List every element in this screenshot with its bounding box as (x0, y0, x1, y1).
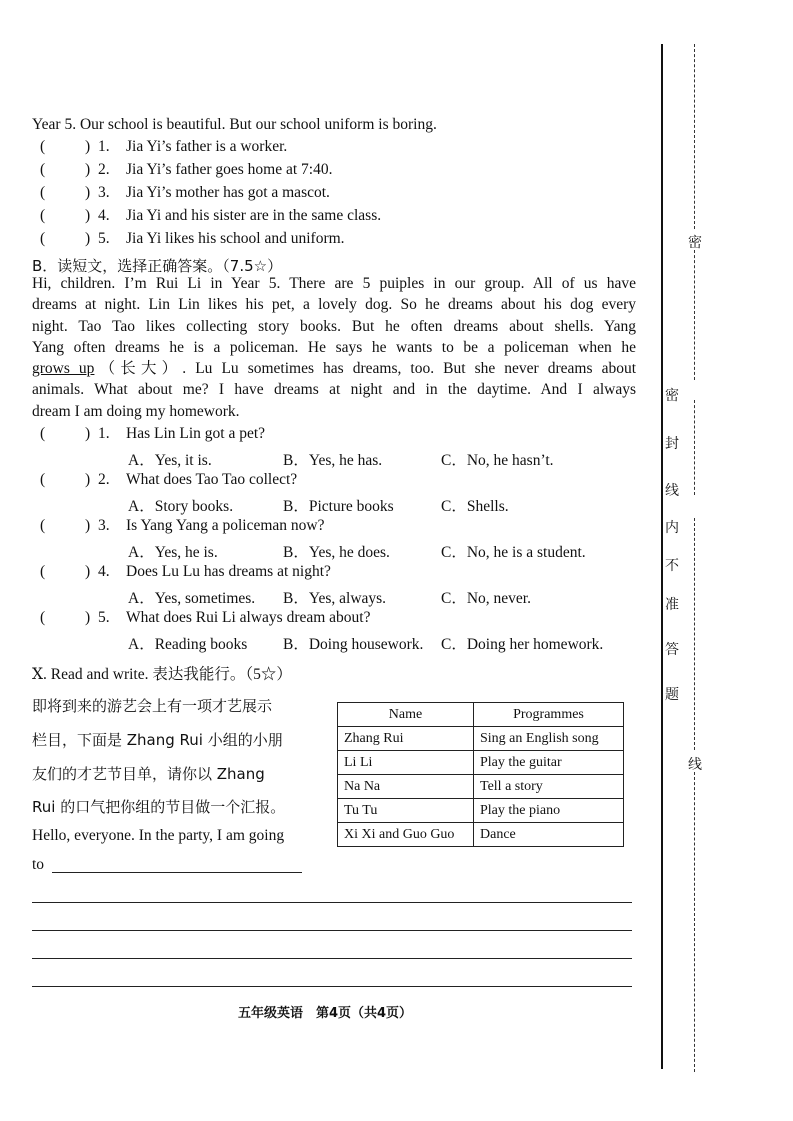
answer-paren-open[interactable]: ( (40, 471, 46, 488)
answer-paren-close: ) (85, 207, 91, 224)
answer-paren-close: ) (85, 563, 91, 580)
page-footer: 五年级英语 第4页（共4页） (237, 1006, 413, 1021)
option-c[interactable]: C．Doing her homework. (441, 636, 604, 653)
underlined-phrase: grows up (32, 360, 95, 378)
option-a[interactable]: A．Yes, sometimes. (128, 590, 256, 607)
seal-dash-line (694, 772, 695, 1072)
option-c[interactable]: C．No, never. (441, 590, 531, 607)
cell-name: Tu Tu (338, 799, 474, 823)
writing-line[interactable] (32, 986, 632, 987)
margin-border-line (661, 44, 663, 1069)
seal-dash-line (694, 44, 695, 229)
answer-paren-close: ) (85, 471, 91, 488)
answer-paren-open[interactable]: ( (40, 563, 46, 580)
cell-name: Li Li (338, 751, 474, 775)
writing-line[interactable] (32, 930, 632, 931)
writing-line[interactable] (52, 872, 302, 873)
instruction-line: Hello, everyone. In the party, I am going (32, 827, 285, 844)
item-number: 4. (98, 207, 110, 224)
passage-b (32, 273, 636, 422)
answer-paren-open[interactable]: ( (40, 161, 46, 178)
instruction-line: 栏目，下面是 Zhang Rui 小组的小朋 (32, 731, 283, 749)
instruction-line: 友们的才艺节目单，请你以 Zhang (32, 765, 265, 783)
instruction-line: Rui 的口气把你组的节目做一个汇报。 (32, 798, 286, 816)
option-a[interactable]: A．Yes, he is. (128, 544, 218, 561)
answer-paren-open[interactable]: ( (40, 207, 46, 224)
question-text: Has Lin Lin got a pet? (126, 425, 266, 442)
answer-paren-open[interactable]: ( (40, 184, 46, 201)
answer-paren-close: ) (85, 230, 91, 247)
option-b[interactable]: B．Doing housework. (283, 636, 424, 653)
passage-line: Yang often dreams he is a policeman. He says he wants to be a policeman when he (32, 338, 636, 356)
question-text: What does Rui Li always dream about? (126, 609, 371, 626)
question-text: Does Lu Lu has dreams at night? (126, 563, 331, 580)
table-header-programmes: Programmes (474, 703, 624, 727)
passage-line: night. Tao Tao likes collecting story books. But he often dreams about shells. Yang (32, 317, 636, 335)
true-false-statement: Jia Yi and his sister are in the same class. (126, 207, 382, 224)
answer-paren-close: ) (85, 425, 91, 442)
margin-char: 密 (688, 235, 702, 251)
true-false-statement: Jia Yi’s father is a worker. (126, 138, 288, 155)
option-b[interactable]: B．Yes, he has. (283, 452, 383, 469)
option-c[interactable]: C．No, he is a student. (441, 544, 586, 561)
table-header-name: Name (338, 703, 474, 727)
answer-paren-close: ) (85, 609, 91, 626)
table-row (338, 751, 624, 775)
option-c[interactable]: C．Shells. (441, 498, 509, 515)
margin-char: 题 (665, 687, 679, 703)
answer-paren-open[interactable]: ( (40, 517, 46, 534)
passage-line: dreams at night. Lin Lin likes his pet, a lovely dog. So he dreams about his dog every (32, 296, 636, 314)
instruction-line: 即将到来的游艺会上有一项才艺展示 (32, 697, 273, 715)
margin-char: 封 (665, 436, 679, 452)
seal-dash-line (694, 400, 695, 495)
margin-char: 密 (665, 388, 679, 404)
cell-programme: Play the guitar (474, 751, 624, 775)
option-b[interactable]: B．Picture books (283, 498, 394, 515)
writing-line[interactable] (32, 902, 632, 903)
cell-programme: Play the piano (474, 799, 624, 823)
cell-programme: Tell a story (474, 775, 624, 799)
option-a[interactable]: A．Story books. (128, 498, 234, 515)
section-b-heading: B．读短文，选择正确答案。（7.5☆） (32, 257, 283, 275)
answer-paren-close: ) (85, 184, 91, 201)
margin-char: 线 (665, 483, 679, 499)
table-row (338, 799, 624, 823)
answer-paren-close: ) (85, 517, 91, 534)
true-false-statement: Jia Yi’s mother has got a mascot. (126, 184, 330, 201)
margin-char: 不 (665, 558, 679, 574)
option-c[interactable]: C．No, he hasn’t. (441, 452, 554, 469)
passage-line: dream I am doing my homework. (32, 402, 240, 420)
answer-paren-close: ) (85, 161, 91, 178)
question-number: 1. (98, 425, 110, 442)
question-number: 4. (98, 563, 110, 580)
seal-dash-line (694, 518, 695, 750)
table-row (338, 823, 624, 847)
cell-programme: Sing an English song (474, 727, 624, 751)
question-number: 3. (98, 517, 110, 534)
to-label: to (32, 856, 45, 873)
passage-line (32, 358, 636, 379)
passage-line-rest: （长大）. Lu Lu sometimes has dreams, too. But she never dreams about (94, 360, 636, 378)
margin-char: 内 (665, 520, 679, 536)
true-false-statement: Jia Yi’s father goes home at 7:40. (126, 161, 333, 178)
question-text: Is Yang Yang a policeman now? (126, 517, 325, 534)
item-number: 5. (98, 230, 110, 247)
cell-name: Xi Xi and Guo Guo (338, 823, 474, 847)
question-text: What does Tao Tao collect? (126, 471, 298, 488)
passage-a-end: Year 5. Our school is beautiful. But our school uniform is boring. (32, 116, 437, 133)
answer-paren-open[interactable]: ( (40, 230, 46, 247)
section-x-heading: Ⅹ. Read and write. 表达我能行。（5☆） (32, 666, 292, 683)
answer-paren-open[interactable]: ( (40, 138, 46, 155)
question-number: 2. (98, 471, 110, 488)
true-false-statement: Jia Yi likes his school and uniform. (126, 230, 345, 247)
table-row (338, 775, 624, 799)
passage-line: animals. What about me? I have dreams at night and in the daytime. And I always (32, 381, 636, 399)
passage-line: Hi, children. I’m Rui Li in Year 5. There are 5 puiples in our group. All of us have (32, 275, 636, 292)
answer-paren-open[interactable]: ( (40, 425, 46, 442)
margin-char: 线 (688, 757, 702, 773)
seal-dash-line (694, 250, 695, 380)
option-a[interactable]: A．Yes, it is. (128, 452, 212, 469)
cell-name: Na Na (338, 775, 474, 799)
option-a[interactable]: A．Reading books (128, 636, 248, 653)
margin-char: 答 (665, 642, 679, 658)
table-row (338, 727, 624, 751)
margin-char: 准 (665, 597, 679, 613)
item-number: 1. (98, 138, 110, 155)
programmes-table (337, 702, 624, 847)
item-number: 2. (98, 161, 110, 178)
answer-paren-open[interactable]: ( (40, 609, 46, 626)
option-b[interactable]: B．Yes, he does. (283, 544, 390, 561)
cell-name: Zhang Rui (338, 727, 474, 751)
item-number: 3. (98, 184, 110, 201)
option-b[interactable]: B．Yes, always. (283, 590, 387, 607)
answer-paren-close: ) (85, 138, 91, 155)
writing-line[interactable] (32, 958, 632, 959)
cell-programme: Dance (474, 823, 624, 847)
question-number: 5. (98, 609, 110, 626)
